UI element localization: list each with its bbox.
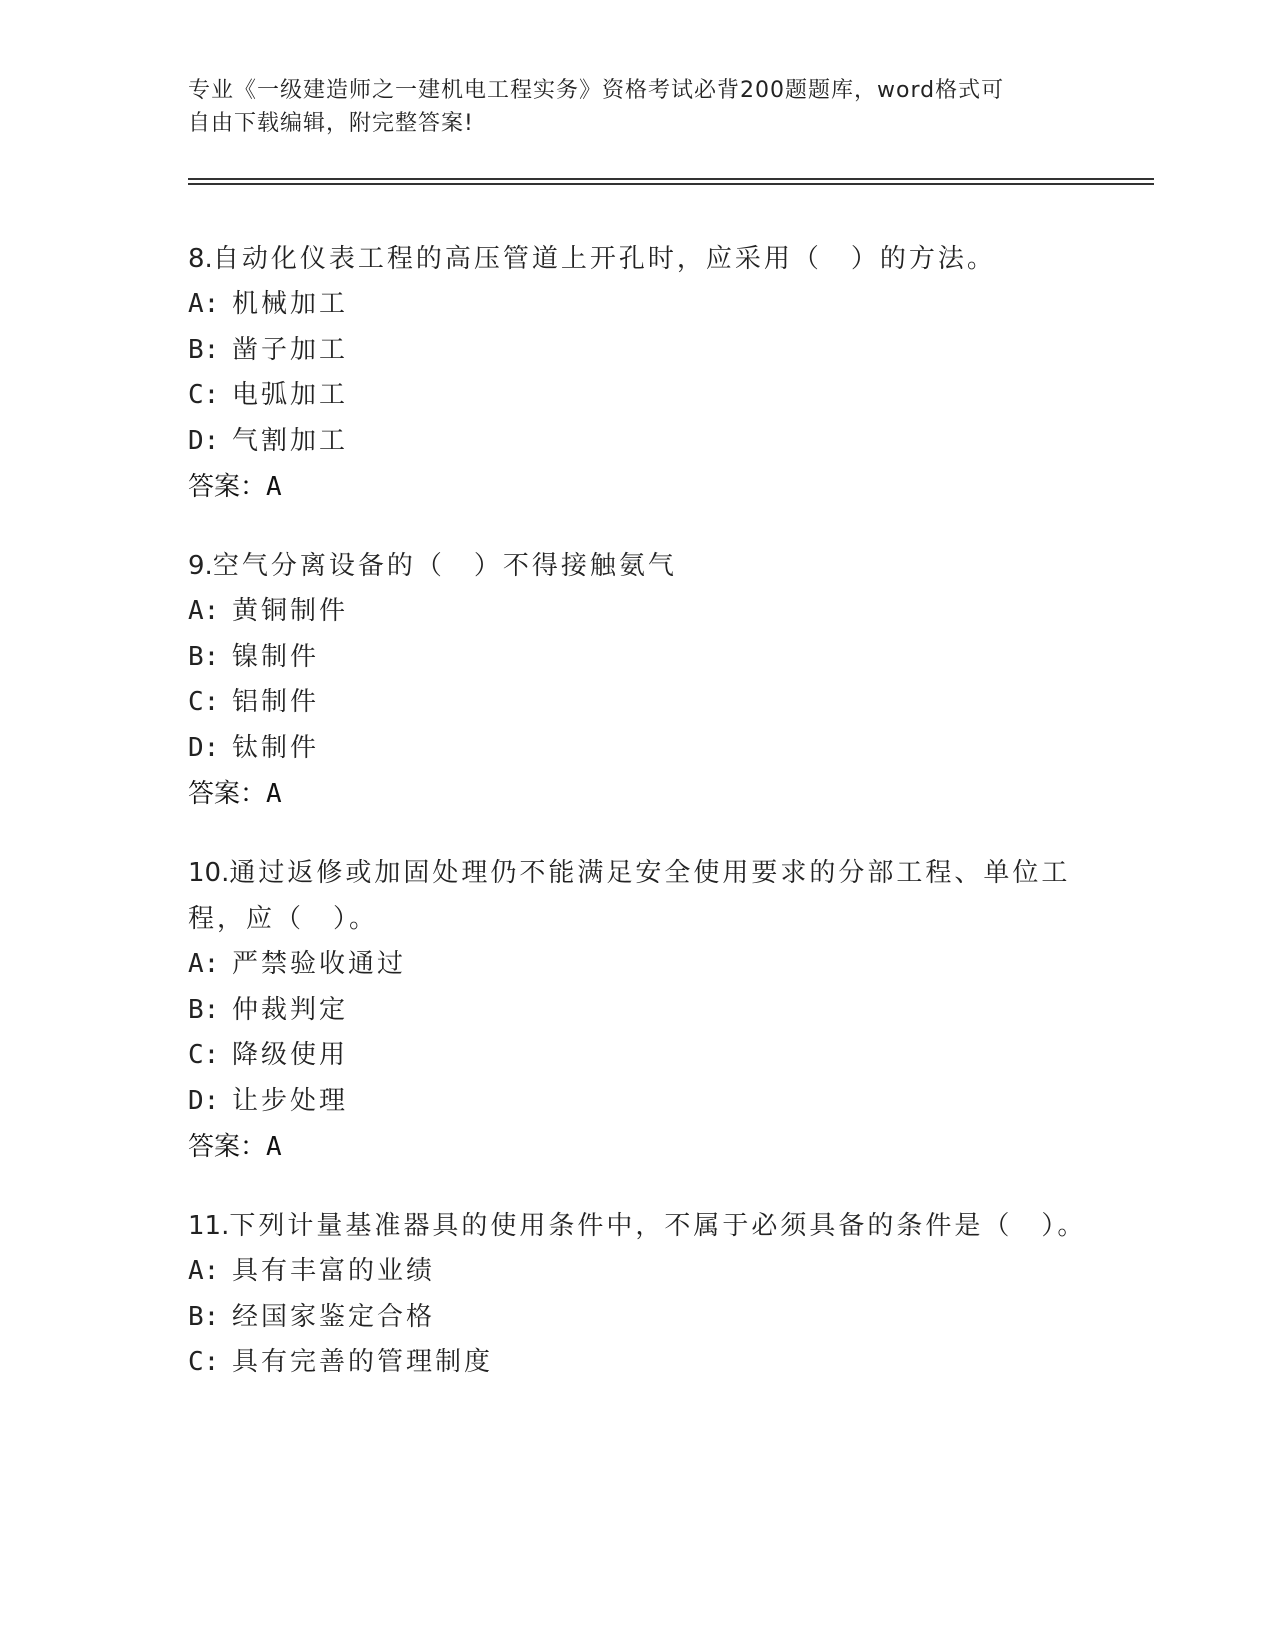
question-10 — [188, 850, 1088, 1170]
question-9 — [188, 543, 1088, 817]
answer-line — [188, 771, 1088, 817]
question-number: 9. — [188, 551, 213, 581]
option-letter: C: — [188, 1347, 220, 1377]
option-text: 电弧加工 — [232, 380, 349, 410]
option-text: 降级使用 — [232, 1040, 349, 1070]
answer-label: 答案： — [188, 1132, 267, 1162]
option-a — [188, 942, 1088, 988]
question-stem — [188, 850, 1088, 942]
option-text: 机械加工 — [232, 289, 349, 319]
option-letter: C: — [188, 687, 220, 717]
option-letter: A: — [188, 949, 220, 979]
option-text: 镍制件 — [232, 641, 320, 672]
option-letter: B: — [188, 334, 220, 365]
option-text: 具有完善的管理制度 — [232, 1347, 494, 1377]
option-d — [188, 419, 1088, 465]
option-text: 让步处理 — [232, 1085, 349, 1116]
document-header — [188, 74, 1088, 140]
question-number: 10. — [188, 858, 230, 888]
header-line-2: 自由下载编辑，附完整答案! — [188, 111, 474, 136]
question-8 — [188, 236, 1088, 510]
option-letter: C: — [188, 1040, 220, 1070]
option-b — [188, 328, 1088, 374]
option-a — [188, 282, 1088, 328]
option-letter: C: — [188, 380, 220, 410]
option-letter: D: — [188, 1085, 220, 1116]
question-11 — [188, 1203, 1088, 1386]
question-stem — [188, 543, 1088, 589]
answer-value: A — [266, 472, 282, 502]
option-letter: B: — [188, 641, 220, 672]
option-text: 钛制件 — [232, 732, 320, 763]
option-a — [188, 1249, 1088, 1295]
option-letter: A: — [188, 289, 220, 319]
option-b — [188, 988, 1088, 1034]
option-letter: B: — [188, 994, 220, 1025]
header-divider-bottom — [188, 183, 1154, 185]
option-text: 经国家鉴定合格 — [232, 1301, 436, 1332]
option-c — [188, 373, 1088, 419]
option-d — [188, 726, 1088, 772]
option-letter: D: — [188, 425, 220, 456]
option-letter: A: — [188, 1256, 220, 1286]
question-stem — [188, 236, 1088, 282]
question-number: 8. — [188, 244, 213, 274]
answer-line — [188, 464, 1088, 510]
option-text: 气割加工 — [232, 425, 349, 456]
question-text: 通过返修或加固处理仍不能满足安全使用要求的分部工程、单位工程，应（ ）。 — [188, 858, 1071, 934]
option-text: 严禁验收通过 — [232, 949, 407, 979]
question-text: 下列计量基准器具的使用条件中，不属于必须具备的条件是（ ）。 — [229, 1211, 1087, 1241]
question-list — [188, 236, 1088, 1419]
question-text: 空气分离设备的（ ）不得接触氨气 — [212, 551, 677, 581]
option-letter: A: — [188, 596, 220, 626]
option-text: 仲裁判定 — [232, 994, 349, 1025]
option-text: 黄铜制件 — [232, 596, 349, 626]
answer-value: A — [266, 1132, 282, 1162]
header-line-1: 专业《一级建造师之一建机电工程实务》资格考试必背200题题库，word格式可 — [188, 78, 1005, 103]
option-b — [188, 635, 1088, 681]
answer-label: 答案： — [188, 779, 267, 809]
answer-label: 答案： — [188, 472, 267, 502]
answer-line — [188, 1124, 1088, 1170]
option-b — [188, 1295, 1088, 1341]
option-a — [188, 589, 1088, 635]
option-letter: B: — [188, 1301, 220, 1332]
option-text: 铝制件 — [232, 687, 320, 717]
answer-value: A — [266, 779, 282, 809]
option-c — [188, 1340, 1088, 1386]
question-stem — [188, 1203, 1088, 1249]
option-d — [188, 1079, 1088, 1125]
option-c — [188, 680, 1088, 726]
question-text: 自动化仪表工程的高压管道上开孔时，应采用（ ）的方法。 — [212, 244, 996, 274]
option-text: 凿子加工 — [232, 334, 349, 365]
option-text: 具有丰富的业绩 — [232, 1256, 436, 1286]
option-letter: D: — [188, 732, 220, 763]
option-c — [188, 1033, 1088, 1079]
header-divider-top — [188, 178, 1154, 180]
question-number: 11. — [188, 1211, 230, 1241]
